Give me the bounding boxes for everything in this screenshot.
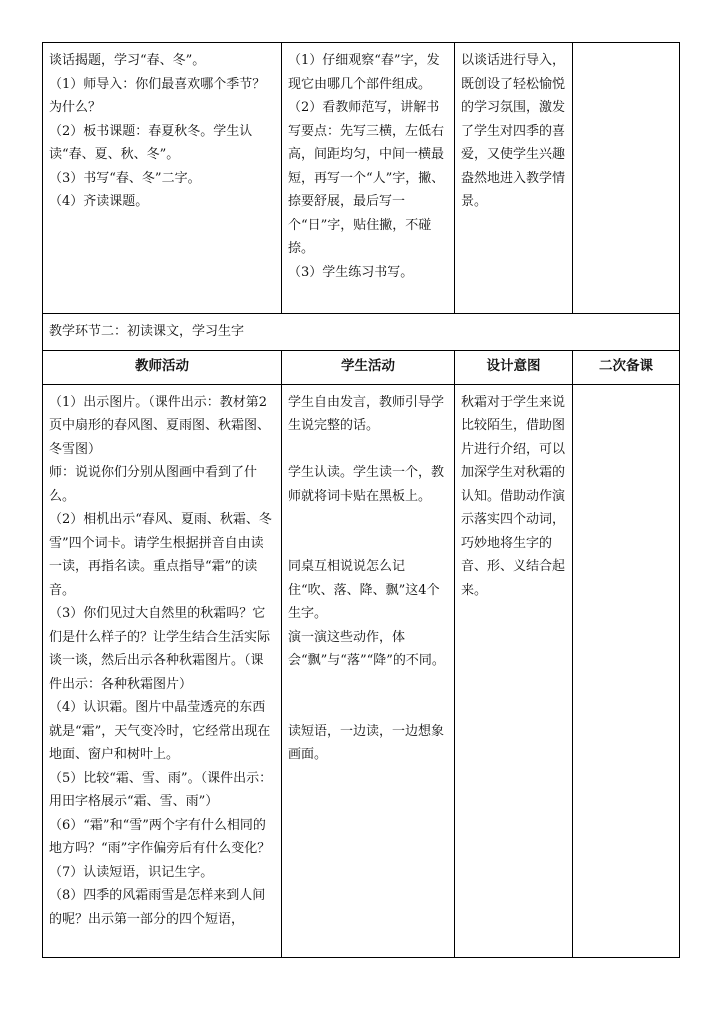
table-row — [43, 43, 680, 314]
paragraph: （3）学生练习书写。 — [288, 264, 414, 280]
paragraph: 秋霜对于学生来说比较陌生，借助图片进行介绍，可以加深学生对秋霜的认知。借助动作演示落实四个动词，巧妙地将生字的音、形、义结合起来。 — [461, 394, 566, 598]
paragraph: （3）你们见过大自然里的秋霜吗？它们是什么样子的？让学生结合生活实际谈一谈，然后出示各种秋霜图片。（课件出示：各种秋霜图片） — [49, 606, 271, 692]
student-activity-cell — [282, 384, 455, 957]
section-title: 教学环节二：初读课文，学习生字 — [43, 314, 680, 351]
revision-notes-cell — [573, 43, 680, 314]
paragraph: （1）出示图片。（课件出示：教材第2页中扇形的春风图、夏雨图、秋霜图、冬雪图） — [49, 394, 271, 457]
paragraph: （1）师导入：你们最喜欢哪个季节？为什么？ — [49, 76, 266, 115]
design-intent-cell — [455, 43, 573, 314]
header-row — [43, 350, 680, 384]
paragraph: （2）相机出示“春风、夏雨、秋霜、冬雪”四个词卡。请学生根据拼音自由读一读，再指名读。重点指导“霜”的读音。 — [49, 512, 272, 598]
lesson-plan-table — [42, 42, 680, 958]
paragraph: 谈话揭题，学习“春、冬”。 — [49, 53, 206, 68]
paragraph: （1）仔细观察“春”字，发现它由哪几个部件组成。 — [288, 53, 440, 92]
header-student-activity: 学生活动 — [282, 350, 455, 384]
paragraph: （3）书写“春、冬”二字。 — [49, 170, 201, 186]
paragraph: （6）“霜”和“雪”两个字有什么相同的地方吗？“雨”字作偏旁后有什么变化？ — [49, 817, 271, 856]
student-activity-cell — [282, 43, 455, 314]
table-row — [43, 384, 680, 957]
paragraph: 同桌互相说说怎么记住“吹、落、降、飘”这4个生字。 — [288, 559, 440, 621]
paragraph: 学生自由发言，教师引导学生说完整的话。 — [288, 394, 445, 433]
paragraph: （5）比较“霜、雪、雨”。（课件出示：用田字格展示“霜、雪、雨”） — [49, 770, 273, 809]
revision-notes-cell — [573, 384, 680, 957]
paragraph: （8）四季的风霜雨雪是怎样来到人间的呢？出示第一部分的四个短语， — [49, 888, 266, 927]
section-row — [43, 314, 680, 351]
paragraph: 学生认读。学生读一个，教师就将词卡贴在黑板上。 — [288, 465, 445, 504]
header-design-intent: 设计意图 — [455, 350, 573, 384]
paragraph: （7）认读短语，识记生字。 — [49, 864, 214, 880]
paragraph: （4）齐读课题。 — [49, 194, 149, 209]
header-revision-notes: 二次备课 — [573, 350, 680, 384]
header-teacher-activity: 教师活动 — [43, 350, 282, 384]
design-intent-cell — [455, 384, 573, 957]
paragraph: 演一演这些动作，体会“飘”与“落”“降”的不同。 — [288, 629, 445, 668]
paragraph: （4）认识霜。图片中晶莹透亮的东西就是“霜”，天气变冷时，它经常出现在地面、窗户和树叶上。 — [49, 700, 271, 762]
teacher-activity-cell — [43, 384, 282, 957]
paragraph: 师：说说你们分别从图画中看到了什么。 — [49, 465, 258, 504]
paragraph: （2）看教师范写，讲解书写要点：先写三横，左低右高，间距均匀，中间一横最短，再写一个“人”字，撇、捺要舒展，最后写一个“日”字，贴住撇，不碰捺。 — [288, 100, 445, 256]
teacher-activity-cell — [43, 43, 282, 314]
paragraph: 读短语，一边读，一边想象画面。 — [288, 723, 445, 762]
paragraph: （2）板书课题：春夏秋冬。学生认读“春、夏、秋、冬”。 — [49, 123, 253, 162]
paragraph: 以谈话进行导入，既创设了轻松愉悦的学习氛围，激发了学生对四季的喜爱，又使学生兴趣盎然地进入教学情景。 — [461, 53, 566, 209]
